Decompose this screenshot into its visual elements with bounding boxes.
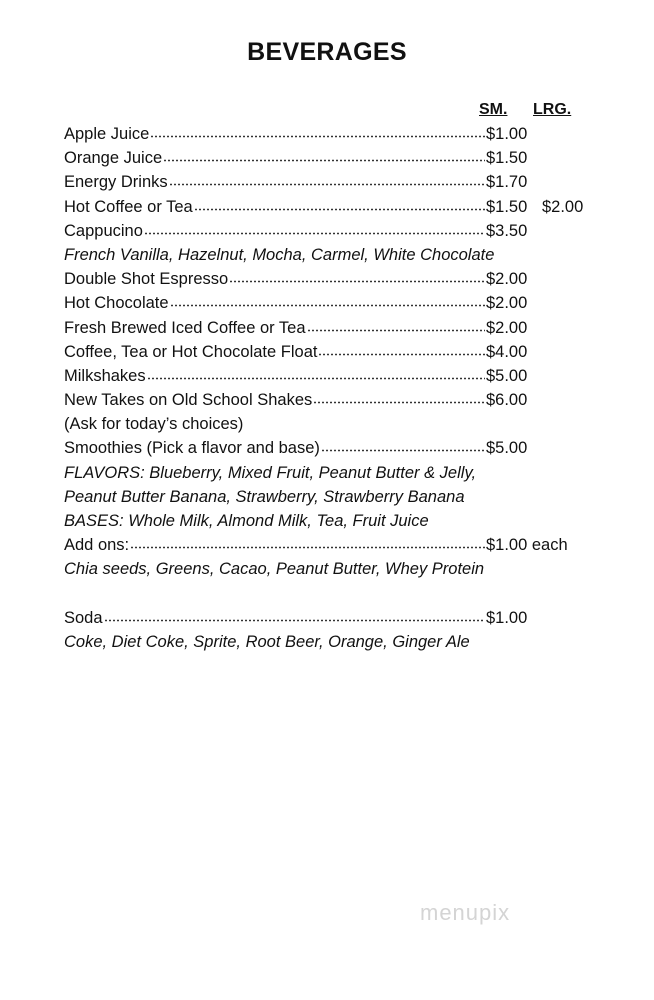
menu-item	[64, 291, 604, 315]
note-text: (Ask for today’s choices)	[64, 415, 244, 434]
item-name: Milkshakes	[64, 366, 146, 385]
menu-item	[64, 606, 604, 630]
item-options	[64, 485, 604, 509]
item-options	[64, 509, 604, 533]
dot-leader	[313, 401, 485, 405]
menu-item	[64, 122, 604, 146]
dot-leader	[307, 329, 485, 333]
dot-leader	[318, 353, 485, 357]
small-price: $6.00	[486, 391, 528, 410]
small-size-header: SM.	[479, 101, 508, 118]
dot-leader	[150, 135, 485, 139]
item-name: Add ons:	[64, 536, 130, 555]
menu-item	[64, 146, 604, 170]
item-options	[64, 557, 604, 581]
small-price: $1.00	[486, 125, 528, 143]
dot-leader	[170, 304, 485, 308]
options-text: BASES: Whole Milk, Almond Milk, Tea, Fruit Juice	[64, 512, 429, 530]
small-price: $1.50	[486, 197, 528, 216]
item-options	[64, 243, 604, 267]
large-price: $2.00	[542, 197, 584, 216]
dot-leader	[147, 377, 485, 381]
item-note	[64, 412, 604, 436]
small-price: $1.50	[486, 149, 528, 168]
menu-item	[64, 436, 604, 460]
item-name: Hot Chocolate	[64, 294, 169, 313]
small-price: $3.50	[486, 221, 528, 240]
item-name: Apple Juice	[64, 125, 150, 143]
options-text: FLAVORS: Blueberry, Mixed Fruit, Peanut Butter & Jelly,	[64, 463, 477, 482]
menu-title: BEVERAGES	[247, 38, 407, 66]
menu-item	[64, 170, 604, 194]
small-price: $5.00	[486, 439, 528, 458]
menu-item	[64, 388, 604, 412]
item-name: Hot Coffee or Tea	[64, 197, 193, 216]
menu-item	[64, 219, 604, 243]
item-name: Double Shot Espresso	[64, 270, 229, 289]
options-text: Coke, Diet Coke, Sprite, Root Beer, Orange, Ginger Ale	[64, 632, 470, 651]
small-price: $1.70	[486, 173, 528, 192]
dot-leader	[194, 208, 485, 212]
item-name: Coffee, Tea or Hot Chocolate Float	[64, 342, 318, 361]
dot-leader	[130, 546, 485, 550]
small-price: $1.00 each	[486, 536, 568, 555]
item-name: Cappucino	[64, 221, 143, 240]
small-price: $4.00	[486, 342, 528, 361]
options-text: Peanut Butter Banana, Strawberry, Strawberry Banana	[64, 487, 465, 506]
dot-leader	[169, 183, 485, 187]
menupix-watermark: menupix	[420, 900, 511, 925]
item-options	[64, 461, 604, 485]
item-options	[64, 630, 604, 654]
item-name: Energy Drinks	[64, 173, 168, 192]
spacer	[64, 582, 604, 606]
menu-item	[64, 533, 604, 557]
menu-item	[64, 267, 604, 291]
small-price: $2.00	[486, 318, 528, 337]
item-name: Smoothies (Pick a flavor and base)	[64, 439, 320, 458]
small-price: $5.00	[486, 366, 528, 385]
options-text: Chia seeds, Greens, Cacao, Peanut Butter, Whey Protein	[64, 560, 485, 579]
beverage-list	[64, 122, 604, 654]
options-text: French Vanilla, Hazelnut, Mocha, Carmel, White Chocolate	[64, 245, 495, 264]
small-price: $1.00	[486, 608, 528, 627]
small-price: $2.00	[486, 294, 528, 313]
menu-item	[64, 195, 604, 219]
item-name: New Takes on Old School Shakes	[64, 391, 313, 410]
menu-item	[64, 340, 604, 364]
dot-leader	[229, 280, 485, 284]
small-price: $2.00	[486, 270, 528, 289]
menu-item	[64, 316, 604, 340]
item-name: Soda	[64, 608, 103, 627]
dot-leader	[144, 232, 485, 236]
menu-item	[64, 364, 604, 388]
large-size-header: LRG.	[533, 101, 572, 118]
item-name: Fresh Brewed Iced Coffee or Tea	[64, 318, 306, 337]
dot-leader	[104, 619, 485, 623]
dot-leader	[321, 449, 485, 453]
item-name: Orange Juice	[64, 149, 163, 168]
dot-leader	[163, 159, 485, 163]
